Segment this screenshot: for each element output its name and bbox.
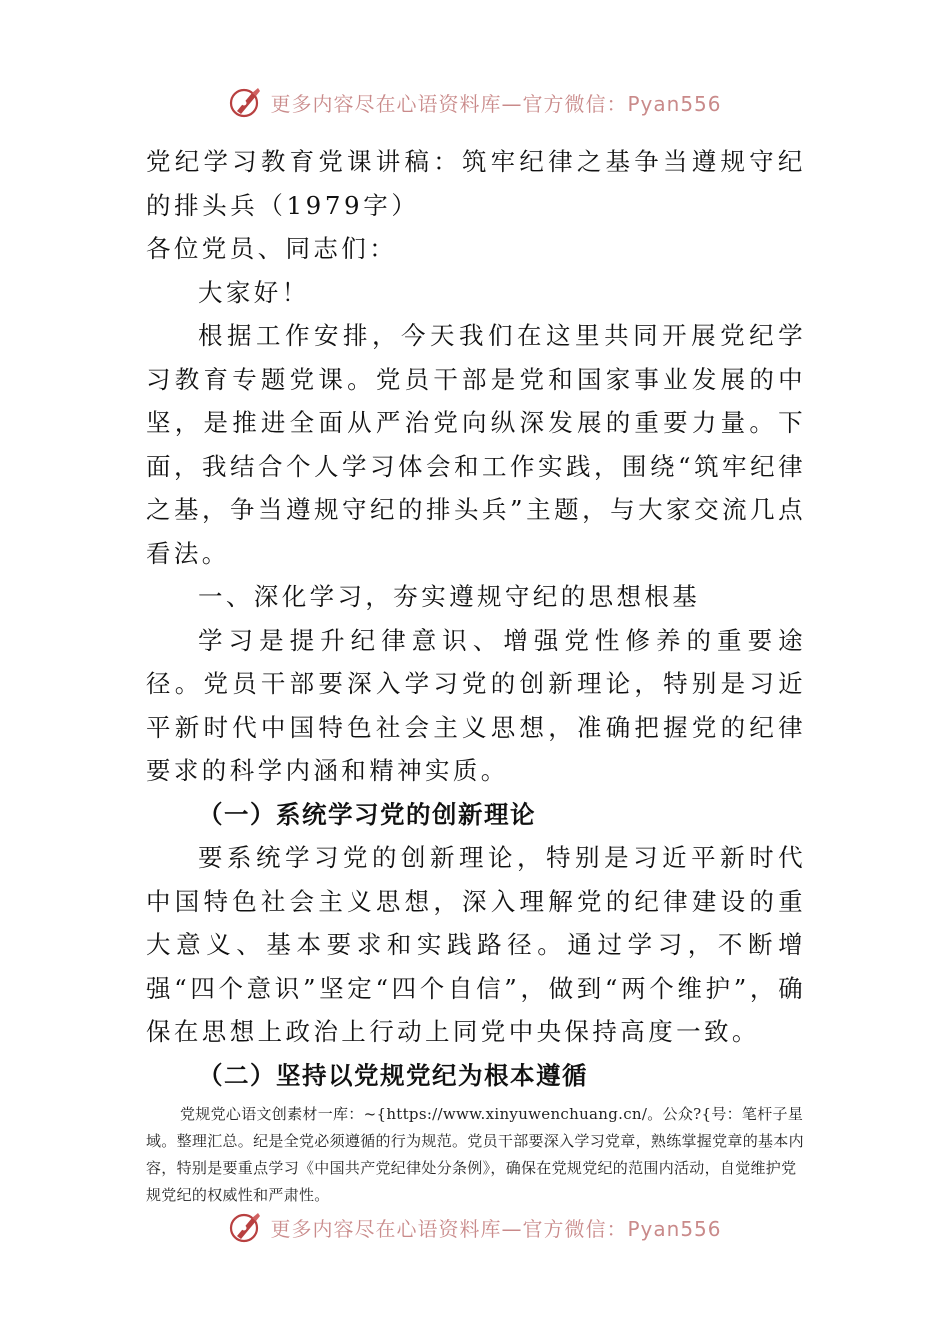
banner-text: 更多内容尽在心语资料库—官方微信：	[270, 91, 628, 116]
subsection-1-title: （一）系统学习党的创新理论	[198, 799, 536, 829]
pen-nib-circle-icon	[228, 1209, 264, 1245]
document-body	[146, 140, 806, 1209]
greeting: 大家好！	[198, 277, 310, 307]
banner-wechat-id: Pyan556	[627, 91, 722, 116]
intro-paragraph: 根据工作安排，今天我们在这里共同开展党纪学习教育专题党课。党员干部是党和国家事业发展的中坚，是推进全面从严治党向纵深发展的重要力量。下面，我结合个人学习体会和工作实践，围绕“筑牢纪律之基，争当遵规守纪的排头兵”主题，与大家交流几点看法。	[146, 321, 806, 568]
subsection-1-paragraph: 要系统学习党的创新理论，特别是习近平新时代中国特色社会主义思想，深入理解党的纪律建设的重大意义、基本要求和实践路径。通过学习，不断增强“四个意识”坚定“四个自信”，做到“两个维护”，确保在思想上政治上行动上同党中央保持高度一致。	[146, 843, 806, 1046]
document-title: 党纪学习教育党课讲稿：筑牢纪律之基争当遵规守纪的排头兵（1979字）	[146, 147, 806, 220]
subsection-2-title: （二）坚持以党规党纪为根本遵循	[198, 1060, 588, 1090]
section-1-title: 一、深化学习，夯实遵规守纪的思想根基	[198, 582, 701, 611]
pen-nib-circle-icon	[228, 84, 264, 120]
banner-text: 更多内容尽在心语资料库—官方微信：	[270, 1216, 628, 1241]
section-1-paragraph: 学习是提升纪律意识、增强党性修养的重要途径。党员干部要深入学习党的创新理论，特别是习近平新时代中国特色社会主义思想，准确把握党的纪律要求的科学内涵和精神实质。	[146, 625, 806, 785]
salutation: 各位党员、同志们：	[146, 234, 398, 263]
banner-wechat-id: Pyan556	[627, 1216, 722, 1241]
footer-banner	[0, 1207, 950, 1247]
subsection-2-paragraph: 党规党心语文创素材一库：~{https://www.xinyuwenchuang.cn/。公众?{号：笔杆子星域。整理汇总。纪是全党必须遵循的行为规范。党员干部要深入学习党章，熟练掌握党章的基本内容，特别是要重点学习《中国共产党纪律处分条例》，确保在党规党纪的范围内活动，自觉维护党规党纪的权威性和严肃性。	[146, 1105, 804, 1204]
header-banner	[0, 82, 950, 122]
